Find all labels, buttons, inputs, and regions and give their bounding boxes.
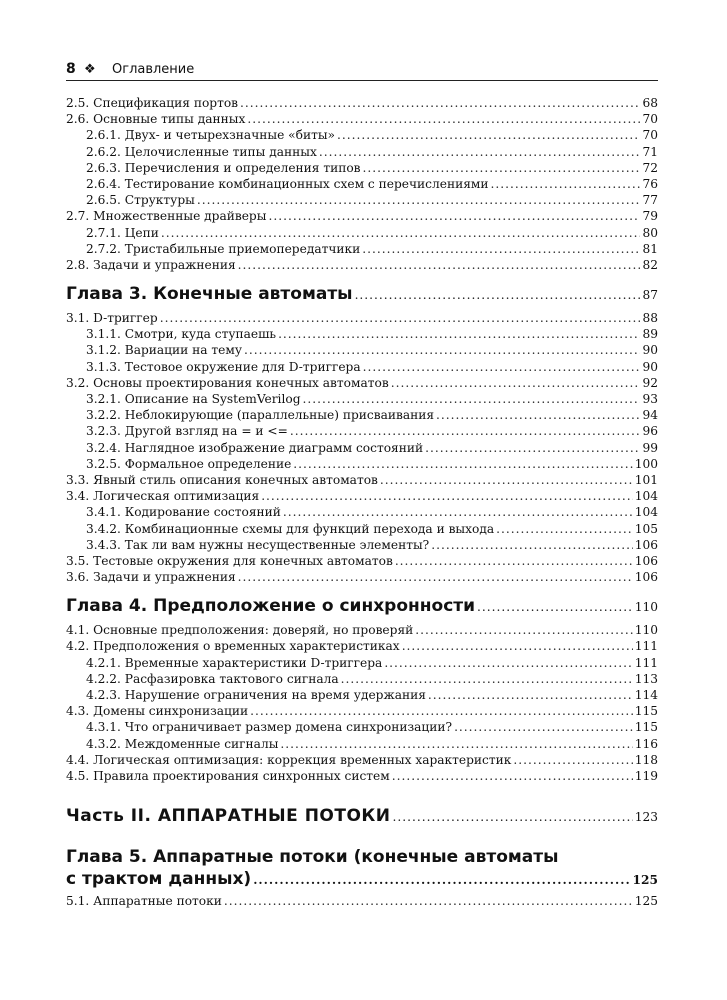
leader-dots: [363, 160, 641, 176]
toc-entry[interactable]: [66, 375, 658, 391]
chapter-title-line2: с трактом данных): [66, 869, 252, 890]
toc-entry-title: 3.1.2. Вариации на тему: [86, 343, 242, 358]
section-list-ch2: [66, 95, 658, 273]
leader-dots: [363, 359, 641, 375]
toc-entry[interactable]: [66, 407, 658, 423]
toc-entry-page: 93: [642, 392, 658, 406]
section-list-ch4: [66, 622, 658, 784]
leader-dots: [477, 600, 633, 614]
toc-entry-title: 4.3.1. Что ограничивает размер домена синхронизации?: [86, 720, 453, 735]
leader-dots: [293, 456, 632, 472]
toc-entry-page: 106: [634, 537, 658, 552]
leader-dots: [496, 521, 633, 537]
toc-entry-page: 90: [642, 343, 658, 358]
toc-entry-title: 2.6.1. Двух- и четырехзначные «биты»: [86, 128, 335, 143]
toc-entry-title: 3.4.2. Комбинационные схемы для функций перехода и выхода: [86, 521, 495, 536]
toc-entry-page: 90: [642, 359, 658, 374]
chapter-heading-3[interactable]: [66, 284, 658, 304]
toc-entry-page: 104: [634, 489, 658, 504]
toc-entry-title: 2.7. Множественные драйверы: [66, 209, 267, 224]
header-title: Оглавление: [112, 61, 195, 77]
running-header: [66, 58, 658, 80]
toc-entry-page: 115: [634, 720, 658, 735]
toc-entry-page: 125: [634, 894, 658, 909]
toc-entry[interactable]: [66, 456, 658, 472]
toc-entry-title: 2.6.4. Тестирование комбинационных схем с перечислениями: [86, 176, 489, 191]
toc-entry-title: 3.2.4. Наглядное изображение диаграмм состояний: [86, 440, 424, 455]
chapter-page: 87: [642, 288, 658, 303]
toc-entry-title: 3.4.1. Кодирование состояний: [86, 505, 281, 520]
leader-dots: [425, 440, 640, 456]
toc-entry[interactable]: [66, 326, 658, 342]
section-list-ch3: [66, 310, 658, 585]
toc-entry[interactable]: [66, 225, 658, 241]
leader-dots: [384, 655, 632, 671]
toc-entry-title: 4.5. Правила проектирования синхронных систем: [66, 768, 390, 783]
toc-entry-page: 106: [634, 553, 658, 568]
leader-dots: [380, 472, 633, 488]
toc-entry-title: 2.7.2. Тристабильные приемопередатчики: [86, 241, 361, 256]
page-number: 8: [66, 61, 76, 77]
toc-entry-title: 4.3. Домены синхронизации: [66, 704, 249, 719]
toc-entry-title: 2.8. Задачи и упражнения: [66, 257, 236, 272]
leader-dots: [253, 869, 630, 891]
chapter-title-line1: Глава 5. Аппаратные потоки (конечные автоматы: [66, 847, 559, 868]
leader-dots: [240, 95, 640, 111]
toc-entry[interactable]: [66, 671, 658, 687]
toc-entry-title: 3.1. D-триггер: [66, 311, 158, 326]
toc-entry-page: 81: [642, 241, 658, 256]
toc-entry-title: 4.2. Предположения о временных характеристиках: [66, 639, 400, 654]
leader-dots: [224, 893, 633, 909]
leader-dots: [161, 225, 641, 241]
toc-entry-title: 3.2.1. Описание на SystemVerilog: [86, 392, 301, 406]
toc-entry-page: 101: [634, 472, 658, 487]
toc-entry-page: 70: [642, 128, 658, 143]
toc-entry-page: 99: [642, 440, 658, 455]
leader-dots: [261, 488, 633, 504]
toc-entry-page: 96: [642, 424, 658, 439]
toc-entry-page: 111: [634, 639, 658, 654]
toc-entry-title: 3.3. Явный стиль описания конечных автоматов: [66, 472, 378, 487]
toc-entry[interactable]: [66, 569, 658, 585]
chapter-title: Глава 3. Конечные автоматы: [66, 284, 353, 305]
toc-entry-page: 76: [642, 176, 658, 191]
leader-dots: [247, 111, 640, 127]
toc-entry-page: 111: [634, 655, 658, 670]
toc-entry[interactable]: [66, 176, 658, 192]
toc-entry-title: 3.2. Основы проектирования конечных автоматов: [66, 375, 389, 390]
toc-entry-page: 92: [642, 375, 658, 390]
toc-entry-title: 3.2.5. Формальное определение: [86, 456, 292, 471]
leader-dots: [238, 569, 633, 585]
toc-entry[interactable]: [66, 752, 658, 768]
leader-dots: [290, 423, 641, 439]
toc-entry-page: 100: [634, 456, 658, 471]
leader-dots: [244, 342, 640, 358]
toc-entry[interactable]: [66, 504, 658, 520]
chapter-title: Глава 4. Предположение о синхронности: [66, 596, 476, 617]
toc-entry-title: 4.2.2. Расфазировка тактового сигнала: [86, 671, 339, 686]
toc-entry-page: 116: [634, 736, 658, 751]
toc-entry-title: 3.5. Тестовые окружения для конечных автоматов: [66, 553, 393, 568]
toc-entry[interactable]: [66, 687, 658, 703]
leader-dots: [268, 208, 640, 224]
toc-entry[interactable]: [66, 736, 658, 752]
part-page: 123: [634, 810, 658, 825]
toc-entry[interactable]: [66, 768, 658, 784]
toc-entry[interactable]: [66, 95, 658, 111]
chapter-title-line2-row: [66, 868, 658, 891]
chapter-heading-5[interactable]: [66, 846, 658, 891]
leader-dots: [513, 752, 632, 768]
toc-entry-page: 80: [642, 225, 658, 240]
part-heading-2[interactable]: [66, 806, 658, 826]
toc-entry[interactable]: [66, 655, 658, 671]
header-rule: [66, 80, 658, 81]
toc-entry-page: 115: [634, 704, 658, 719]
toc-entry-page: 105: [634, 521, 658, 536]
ornament-icon: ❖: [84, 61, 96, 77]
toc-entry-title: 3.4. Логическая оптимизация: [66, 489, 260, 504]
leader-dots: [395, 553, 633, 569]
leader-dots: [303, 391, 641, 407]
toc-entry-title: 2.6.5. Структуры: [86, 193, 195, 208]
leader-dots: [238, 257, 641, 273]
chapter-page: 110: [634, 600, 658, 615]
toc-entry-page: 77: [642, 193, 658, 208]
toc-entry-title: 4.4. Логическая оптимизация: коррекция временных характеристик: [66, 752, 512, 767]
toc-entry[interactable]: [66, 423, 658, 439]
leader-dots: [428, 687, 633, 703]
leader-dots: [197, 192, 641, 208]
toc-entry-page: 82: [642, 257, 658, 272]
toc-entry-page: 104: [634, 505, 658, 520]
toc-entry-title: 3.2.3. Другой взгляд на = и <=: [86, 424, 288, 439]
toc-entry[interactable]: [66, 622, 658, 638]
leader-dots: [392, 768, 633, 784]
leader-dots: [393, 810, 633, 824]
toc-entry-page: 110: [634, 623, 658, 638]
toc-entry[interactable]: [66, 342, 658, 358]
toc-entry[interactable]: [66, 144, 658, 160]
toc-entry-title: 2.6.3. Перечисления и определения типов: [86, 160, 361, 175]
toc-entry-title: 2.6. Основные типы данных: [66, 112, 246, 127]
leader-dots: [341, 671, 633, 687]
leader-dots: [278, 326, 640, 342]
toc-entry-title: 4.3.2. Междоменные сигналы: [86, 736, 279, 751]
part-title: Часть II. АППАРАТНЫЕ ПОТОКИ: [66, 806, 391, 827]
toc-entry[interactable]: [66, 440, 658, 456]
leader-dots: [362, 241, 640, 257]
chapter-heading-4[interactable]: [66, 596, 658, 616]
toc-entry-title: 5.1. Аппаратные потоки: [66, 894, 222, 909]
toc-entry-page: 71: [642, 144, 658, 159]
toc-entry[interactable]: [66, 488, 658, 504]
toc-entry-title: 3.2.2. Неблокирующие (параллельные) присваивания: [86, 408, 435, 423]
leader-dots: [337, 127, 641, 143]
toc-entry-page: 79: [642, 209, 658, 224]
leader-dots: [436, 407, 640, 423]
leader-dots: [355, 288, 641, 302]
chapter-page: 125: [632, 873, 658, 888]
toc-entry-page: 118: [634, 752, 658, 767]
toc-entry[interactable]: [66, 893, 658, 909]
toc-entry[interactable]: [66, 111, 658, 127]
toc-entry[interactable]: [66, 127, 658, 143]
toc-entry-page: 68: [642, 96, 658, 110]
toc-entry[interactable]: [66, 310, 658, 326]
toc-entry-page: 88: [642, 311, 658, 326]
toc-entry[interactable]: [66, 160, 658, 176]
toc-entry-page: 72: [642, 160, 658, 175]
toc-entry[interactable]: [66, 391, 658, 407]
toc-entry-title: 2.6.2. Целочисленные типы данных: [86, 144, 317, 159]
toc-page: [66, 58, 658, 909]
leader-dots: [319, 144, 641, 160]
toc-entry-title: 2.5. Спецификация портов: [66, 96, 239, 110]
leader-dots: [454, 719, 633, 735]
toc-entry-title: 4.2.1. Временные характеристики D-триггера: [86, 655, 383, 670]
leader-dots: [280, 736, 632, 752]
toc-entry-title: 3.4.3. Так ли вам нужны несущественные элементы?: [86, 537, 430, 552]
toc-entry-title: 4.1. Основные предположения: доверяй, но проверяй: [66, 623, 414, 638]
leader-dots: [415, 622, 632, 638]
section-list-ch5: [66, 893, 658, 909]
toc-entry[interactable]: [66, 472, 658, 488]
toc-entry[interactable]: [66, 208, 658, 224]
toc-entry[interactable]: [66, 537, 658, 553]
toc-entry-page: 113: [634, 671, 658, 686]
toc-entry-page: 89: [642, 327, 658, 342]
toc-entry[interactable]: [66, 241, 658, 257]
leader-dots: [391, 375, 641, 391]
toc-entry-title: 4.2.3. Нарушение ограничения на время удержания: [86, 688, 426, 702]
toc-entry-page: 106: [634, 570, 658, 585]
toc-entry-title: 3.1.1. Смотри, куда ступаешь: [86, 327, 277, 342]
toc-entry[interactable]: [66, 257, 658, 273]
toc-entry[interactable]: [66, 192, 658, 208]
toc-entry-title: 3.6. Задачи и упражнения: [66, 570, 236, 585]
leader-dots: [250, 703, 633, 719]
toc-entry[interactable]: [66, 703, 658, 719]
table-of-contents: [66, 95, 658, 909]
leader-dots: [431, 537, 633, 553]
toc-entry-page: 119: [634, 768, 658, 783]
toc-entry-title: 2.7.1. Цепи: [86, 225, 159, 240]
leader-dots: [402, 638, 633, 654]
toc-entry[interactable]: [66, 521, 658, 537]
toc-entry[interactable]: [66, 359, 658, 375]
leader-dots: [160, 310, 641, 326]
toc-entry[interactable]: [66, 638, 658, 654]
toc-entry[interactable]: [66, 553, 658, 569]
toc-entry-page: 94: [642, 408, 658, 423]
leader-dots: [490, 176, 640, 192]
leader-dots: [283, 504, 633, 520]
toc-entry-page: 70: [642, 112, 658, 127]
toc-entry[interactable]: [66, 719, 658, 735]
toc-entry-page: 114: [634, 688, 658, 702]
toc-entry-title: 3.1.3. Тестовое окружение для D-триггера: [86, 359, 361, 374]
